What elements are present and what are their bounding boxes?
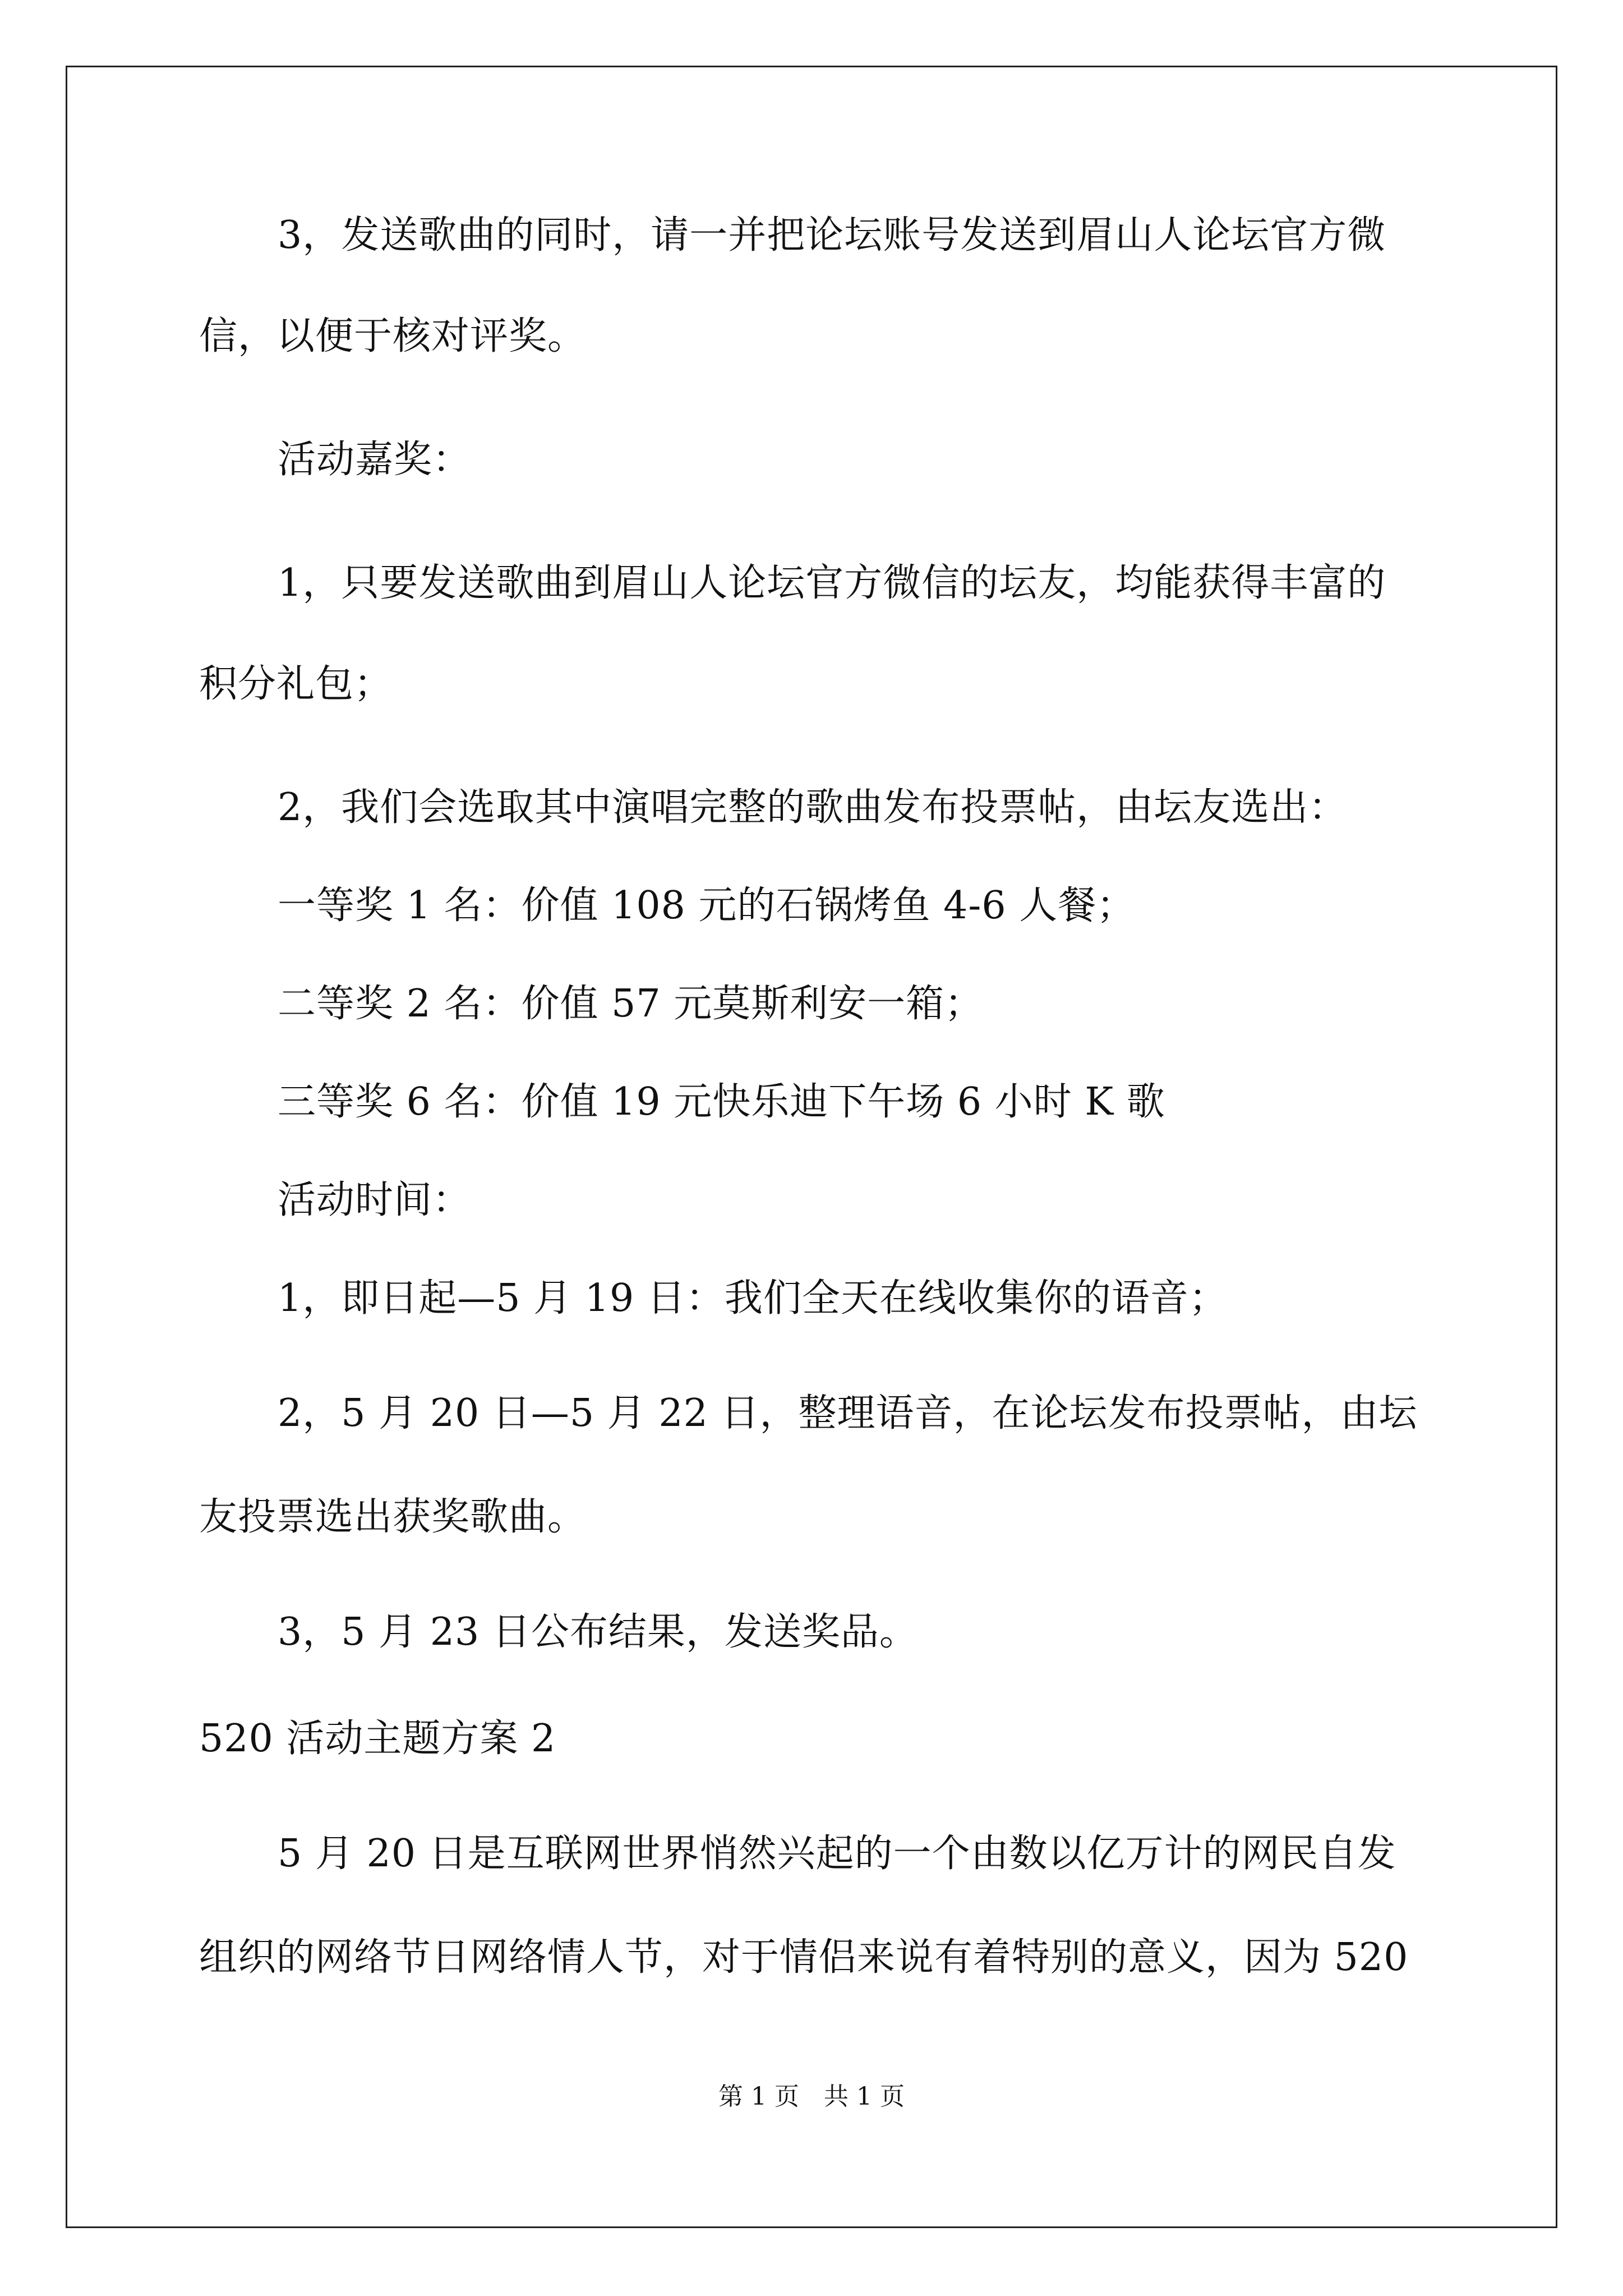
paragraph-line: 5 月 20 日是互联网世界悄然兴起的一个由数以亿万计的网民自发: [278, 1832, 1396, 1876]
page-border: [66, 66, 1557, 2228]
prize-line: 一等奖 1 名：价值 108 元的石锅烤鱼 4-6 人餐；: [278, 884, 1136, 928]
paragraph-line: 2，我们会选取其中演唱完整的歌曲发布投票帖，由坛友选出：: [278, 785, 1348, 830]
prize-line: 三等奖 6 名：价值 19 元快乐迪下午场 6 小时 K 歌: [278, 1080, 1165, 1124]
paragraph-line: 组织的网络节日网络情人节，对于情侣来说有着特别的意义，因为 520: [199, 1935, 1409, 1980]
paragraph-line: 2，5 月 20 日—5 月 22 日，整理语音，在论坛发布投票帖，由坛: [278, 1391, 1418, 1435]
page-footer: 第 1 页 共 1 页: [718, 2082, 905, 2111]
paragraph-line: 3，发送歌曲的同时，请一并把论坛账号发送到眉山人论坛官方微: [278, 213, 1386, 257]
document-title: 520 活动主题方案 2: [199, 1717, 556, 1761]
section-heading: 活动时间：: [278, 1178, 472, 1222]
section-heading: 活动嘉奖：: [278, 438, 472, 482]
paragraph-line: 友投票选出获奖歌曲。: [199, 1495, 587, 1539]
paragraph-line: 1，即日起—5 月 19 日：我们全天在线收集你的语音；: [278, 1276, 1228, 1320]
prize-line: 二等奖 2 名：价值 57 元莫斯利安一箱；: [278, 982, 984, 1026]
paragraph-line: 3，5 月 23 日公布结果，发送奖品。: [278, 1610, 918, 1654]
paragraph-line: 信，以便于核对评奖。: [199, 314, 587, 358]
paragraph-line: 积分礼包；: [199, 662, 393, 706]
paragraph-line: 1，只要发送歌曲到眉山人论坛官方微信的坛友，均能获得丰富的: [278, 561, 1386, 605]
